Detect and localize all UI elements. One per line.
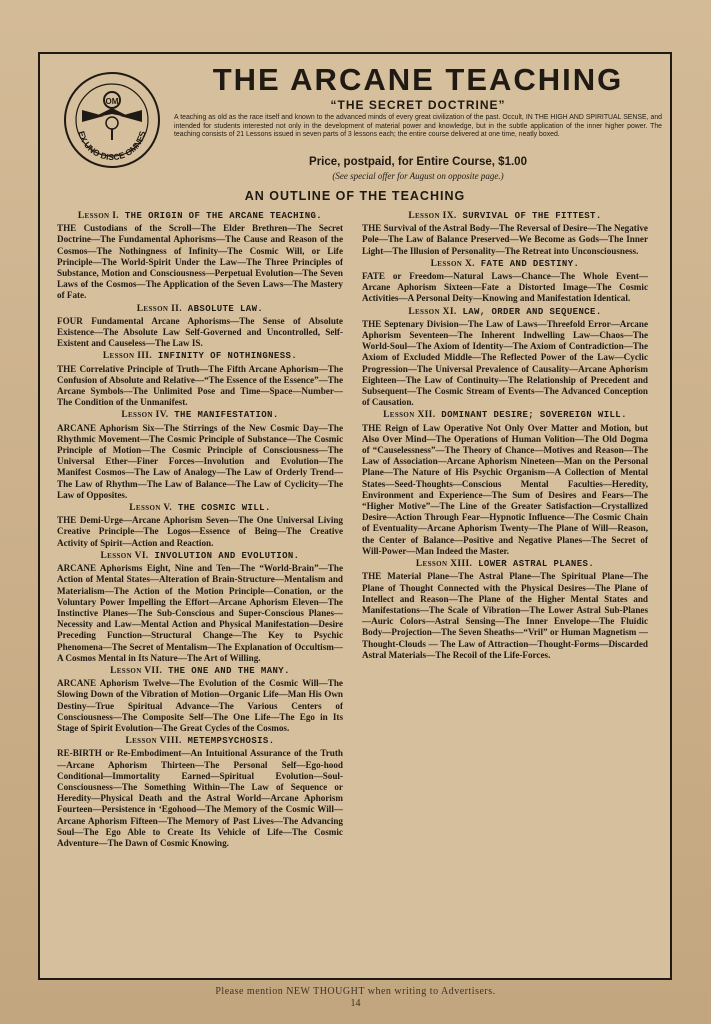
lesson-text: THE Correlative Principle of Truth—The Fifth Arcane Aphorism—The Confusion of Absolute and Relative—“The Essence of the Essence”—The Arcane Symbols—The Unlimited Pose and Time—Space—Number—The Condition of the Unmanifest.	[57, 363, 343, 408]
lesson-title: DOMINANT DESIRE; SOVEREIGN WILL.	[435, 410, 627, 421]
lesson-number: Lesson XII.	[383, 410, 436, 421]
lesson-title: FATE AND DESTINY.	[474, 258, 580, 269]
lesson-number: Lesson I.	[77, 211, 120, 221]
lesson-block	[57, 666, 343, 734]
advertiser-note: Please mention NEW THOUGHT when writing to Advertisers.	[215, 986, 496, 997]
lesson-text: ARCANE Aphorisms Eight, Nine and Ten—The “World-Brain”—The Action of Mental States—Alteration of Brain-Structure—Mentalism and Materialism—The Action of the Motion Principle—Conation, or the Voluntary Power Impelling the Effort—Arcane Aphorism Eleven—The Instinctive Planes—The Sub-Conscious and Super-Conscious Planes—Necessity and Law—Mental Action and Physical Manifestation—Desire Preceding Function—Structural Change—The Key to Psychic Phenomena—The Secret of Mentalism—The Explanation of Occultism—A Cosmos Mental in Its Nature—The Art of Willing.	[57, 563, 343, 663]
lesson-heading	[57, 304, 343, 315]
advertisement-frame	[38, 52, 672, 980]
lesson-title: METEMPSYCHOSIS.	[181, 736, 275, 747]
lesson-block	[362, 307, 648, 409]
lesson-number: Lesson II.	[136, 303, 182, 314]
lesson-number: Lesson VII.	[110, 665, 163, 676]
lesson-text: THE Survival of the Astral Body—The Reversal of Desire—The Negative Pole—The Law of Balance Preserved—We Become as Gods—The Inner Light—The Illusion of Personality—The Retreat into Unconsciousness.	[362, 223, 648, 256]
lesson-block	[362, 211, 648, 257]
lesson-block	[57, 211, 343, 302]
lesson-title: LAW, ORDER AND SEQUENCE.	[456, 306, 602, 317]
lesson-block	[57, 304, 343, 350]
lesson-heading	[57, 666, 343, 677]
lesson-heading	[362, 307, 648, 318]
lesson-title: LOWER ASTRAL PLANES.	[472, 559, 595, 570]
lesson-heading	[362, 410, 648, 421]
svg-text:OM: OM	[105, 97, 119, 106]
lesson-block	[57, 736, 343, 849]
lesson-heading	[362, 259, 648, 270]
lesson-text: ARCANE Aphorism Twelve—The Evolution of the Cosmic Will—The Slowing Down of the Vibration of Motion—Organic Life—Man His Own Destiny—True Spiritual Advance—The Various Centers of Consciousness—The Composite Self—The One Life—The Ego in Its Stage of Spirit Evolution—The Great Cycles of the Cosmos.	[57, 678, 343, 733]
lesson-number: Lesson VI.	[100, 550, 149, 561]
lesson-title: ABSOLUTE LAW.	[181, 303, 264, 314]
lesson-title: THE COSMIC WILL.	[172, 503, 271, 514]
lesson-block	[362, 259, 648, 305]
lesson-heading	[57, 410, 343, 421]
lesson-block	[57, 503, 343, 549]
lesson-title: SURVIVAL OF THE FITTEST.	[456, 211, 602, 221]
lesson-block	[362, 559, 648, 661]
lesson-block	[362, 410, 648, 557]
lesson-number: Lesson IX.	[408, 211, 457, 221]
lesson-text: FATE or Freedom—Natural Laws—Chance—The Whole Event—Arcane Aphorism Sixteen—Fate a Distorted Image—The Cosmic Activities—A Personal Deity—Knowing and Manifestation Identical.	[362, 271, 648, 304]
lesson-text: ARCANE Aphorism Six—The Stirrings of the New Cosmic Day—The Rhythmic Movement—The Cosmic Principle of Substance—The Cosmic Principle of Motion—The Cosmic Principle of Consciousness—The Universal Ether—Finer Forces—Involution and Evolution—The Manifest Cosmos—The Law of Analogy—The Law of Orderly Trend—The Law of Rhythm—The Law of Balance—The Law of Cyclicity—The Law of Opposites.	[57, 422, 343, 500]
lesson-text: THE Custodians of the Scroll—The Elder Brethren—The Secret Doctrine—The Fundamental Aphorisms—The Cause and Reason of the Cosmos—The Nothingness of Infinity—The Cosmic Will, or Life Principle—The World-Spirit Under the Law—The Three Principles of Substance, Motion and Consciousness—Perpetual Evolution—The Seven Laws of the Cosmos—The Application of the Seven Laws—The Mastery of Fate.	[57, 223, 343, 301]
lesson-heading	[57, 736, 343, 747]
outline-heading: AN OUTLINE OF THE TEACHING	[244, 189, 466, 203]
lesson-title: INFINITY OF NOTHINGNESS.	[152, 351, 298, 362]
svg-text:EX UNO DISCE OMNES: EX UNO DISCE OMNES	[76, 129, 148, 163]
lesson-number: Lesson III.	[102, 351, 153, 362]
lesson-number: Lesson XIII.	[415, 559, 473, 570]
lesson-text: FOUR Fundamental Arcane Aphorisms—The Sense of Absolute Existence—The Absolute Law Self-Governed and Uncontrolled, Self-Existent and Causeless—The Law IS.	[57, 315, 343, 349]
lesson-text: THE Reign of Law Operative Not Only Over Matter and Motion, but Also Over Mind—The Operations of Human Volition—The Old Dogma of “Causelessness”—The Theory of Chance—Motives and Reason—The Law of Association—Arcane Aphorism Nineteen—Man on the Personal Plane—The Nature of His Psychic Organism—A Collection of Mental States—Seed-Thoughts—Conscious Mental Faculties—Heredity, Environment and Experience—The Sum of Desires and Fears—The “Higher Motive”—The Line of the Greater Satisfaction—Crystallized Desire—Action Through Fear—Hypnotic Influence—The Cosmic Chain of Eventuality—Arcane Aphorism Twenty—The Plane of Will—Reason, the Center of Balance—Positive and Negative Planes—The Secret of Will-Power—Man Indeed the Master.	[362, 422, 648, 556]
lessons-left-column	[57, 210, 343, 975]
lesson-block	[57, 551, 343, 664]
ad-title: THE ARCANE TEACHING	[212, 62, 624, 97]
page-number: 14	[350, 998, 361, 1009]
lesson-heading	[362, 211, 648, 222]
ad-description: A teaching as old as the race itself and known to the advanced minds of every great civilization of the past. Occult, IN THE HIGH AND SPIRITUAL SENSE, and intended for students interested not only in the development of material power and knowledge, but in the subtle application of the inner higher power. The teaching consists of 21 Lessons issued in seven parts of 3 lessons each; the entire course delivered at one time, neatly boxed.	[174, 114, 662, 139]
ad-subtitle: “THE SECRET DOCTRINE”	[330, 98, 506, 112]
lesson-block	[57, 410, 343, 501]
lesson-title: THE ONE AND THE MANY.	[162, 665, 290, 676]
lesson-heading	[57, 503, 343, 514]
lesson-text: THE Demi-Urge—Arcane Aphorism Seven—The One Universal Living Creative Principle—The Logos—Essence of Being—The Creative Activity of Spirit—Action and Reaction.	[57, 515, 343, 548]
lesson-title: THE ORIGIN OF THE ARCANE TEACHING.	[119, 211, 323, 221]
lesson-number: Lesson XI.	[408, 306, 457, 317]
lesson-title: INVOLUTION AND EVOLUTION.	[148, 550, 300, 561]
lesson-number: Lesson VIII.	[125, 736, 182, 747]
lesson-heading	[57, 211, 343, 222]
arcane-seal-logo	[62, 70, 162, 170]
lesson-text: RE-BIRTH or Re-Embodiment—An Intuitional Assurance of the Truth—Arcane Aphorism Thirteen—The Personal Self—Ego-hood Conditional—Immortality Earned—Spiritual Evolution—Soul-Consciousness—The Something Within—The Law of Sequence or Heredity—Physical Death and the Astral World—Arcane Aphorism Fourteen—Persistence in ‘Egohood—The Memory of the Cosmic Will—Arcane Aphorism Fifteen—The Memory of Past Lives—The Advancing Soul—The Ego Able to Create Its Vehicle of Life—The Cosmic Adventure—The Dawn of Cosmic Knowing.	[57, 748, 343, 848]
lesson-heading	[57, 551, 343, 562]
lesson-number: Lesson V.	[129, 503, 173, 514]
lesson-number: Lesson IV.	[121, 410, 169, 421]
lesson-text: THE Septenary Division—The Law of Laws—Threefold Error—Arcane Aphorism Seventeen—The Inherent Indwelling Law—Chaos—The World-Soul—The Axiom of Identity—The Axiom of Contradiction—The Axiom of Excluded Middle—The Reflected Power of the Law—Cyclic Progression—The Universal Prevalence of Causality—Arcane Aphorism Eighteen—The Law of Continuity—The Relationship of Precedent and Subsequent—The Cosmic Stream of Events—The Advanced Conception of Causation.	[362, 318, 648, 408]
lessons-right-column	[362, 210, 648, 975]
lesson-heading	[57, 351, 343, 362]
lesson-title: THE MANIFESTATION.	[168, 410, 279, 421]
ad-price: Price, postpaid, for Entire Course, $1.00	[309, 156, 527, 168]
special-offer-note: (See special offer for August on opposite page.)	[332, 171, 504, 181]
lesson-text: THE Material Plane—The Astral Plane—The Spiritual Plane—The Plane of Thought Connected with the Physical Desires—The Plane of Intellect and Reason—The Plane of the Higher Mental States and Manifestations—The Scale of Vibration—The Lower Astral Sub-Planes—Auric Colors—Astral Sensing—The Inner Envelope—The Fluidic Body—Projection—The Seven Sheaths—“Vril” or Human Magnetism — Thought-Clouds — The Law of Attraction—Thought-Forms—Discarded Astral Materials—The Recoil of the Life-Forces.	[362, 571, 648, 660]
lesson-heading	[362, 559, 648, 570]
lesson-number: Lesson X.	[430, 258, 475, 269]
lesson-block	[57, 351, 343, 408]
